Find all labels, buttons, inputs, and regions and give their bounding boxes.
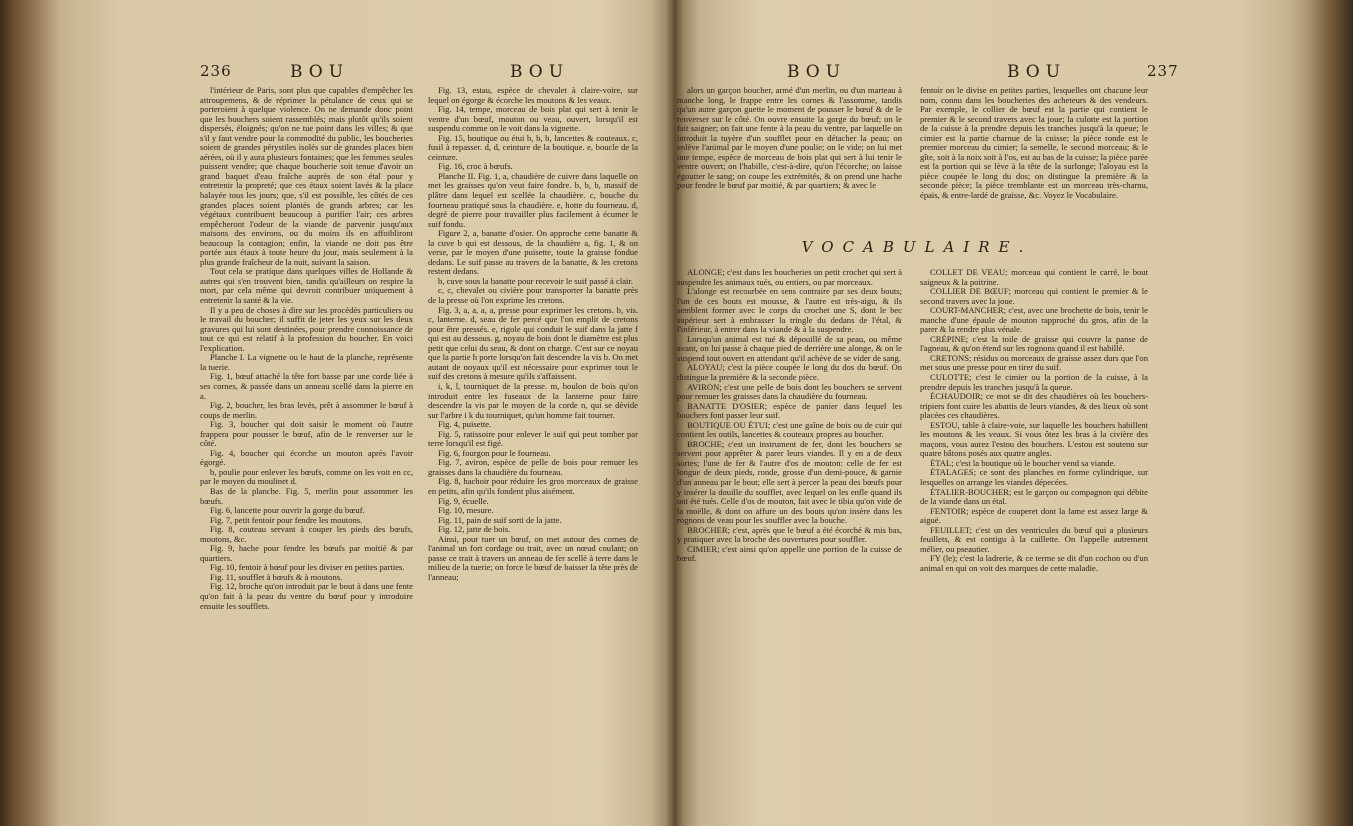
- paragraph: Fig. 5, ratissoire pour enlever le suif qui peut tomber par terre lorsqu'il est figé.: [428, 428, 638, 449]
- paragraph: Fig. 10, mesure.: [438, 505, 494, 516]
- paragraph: Fig. 8, couteau servant à couper les pieds des bœufs, moutons, &c.: [200, 524, 413, 544]
- vocabulary-title: VOCABULAIRE.: [801, 238, 1033, 256]
- left-header-left: BOU: [290, 62, 350, 82]
- left-column-2: [428, 86, 638, 786]
- vocab-entry: FENTOIR; espèce de couperet dont la lame est assez large & aiguë.: [920, 505, 1148, 526]
- right-header-right: BOU: [1007, 62, 1067, 82]
- vocab-entry: CULOTTE; c'est le cimier ou la portion de la cuisse, à la prendre depuis les tranches jusqu'à la queue.: [920, 372, 1148, 392]
- vocab-entry: COURT-MANCHER; c'est, avec une brochette de bois, tenir le manche d'une épaule de mouton rapproché du gros, afin de la parer & la rendre plus vénale.: [920, 305, 1148, 335]
- paragraph: Bas de la planche. Fig. 5, merlin pour assommer les bœufs.: [200, 485, 413, 506]
- paragraph: Fig. 6, fourgon pour le fourneau.: [438, 447, 551, 458]
- paragraph: Planche II. Fig. 1, a, chaudière de cuivre dans laquelle on met les graisses qu'on veut faire fondre. b, b, b, massif de plâtre dans lequel est scellée la chaudière. c, bouche du fourneau pratiqué sous la chaudière. e, hotte du fourneau. d, degré de pierre pour travailler plus facilement à écumer le suif fondu.: [428, 170, 638, 229]
- vocab-entry: ÉTALIER-BOUCHER; est le garçon ou compagnon qui débite de la viande dans un étal.: [920, 486, 1148, 507]
- paragraph: b, poulie pour enlever les bœufs, comme on les voit en cc, par le moyen du moulinet d.: [200, 466, 413, 487]
- right-top-column-1: [677, 86, 902, 228]
- paragraph: Fig. 1, bœuf attaché la tête fort basse par une corde liée à ses cornes, & passée dans un anneau scellé dans la pierre en a.: [200, 371, 413, 401]
- paragraph: Fig. 12, jatte de bois.: [438, 524, 511, 535]
- paragraph: c, c, chevalet ou civière pour transporter la banatte près de la presse où l'on exprime les cretons.: [428, 285, 638, 306]
- paragraph: Fig. 15, boutique ou étui b, b, b, lancettes & couteaux. c, fusil à repasser. d, d, ceinture de la boutique. e, boucle de la ceinture.: [428, 132, 638, 162]
- right-top-paragraph-1: alors un garçon boucher, armé d'un merlin, ou d'un marteau à manche long, le frappe entre les cornes & l'assomme, tandis qu'un autre garçon guette le moment de pousser le bœuf & de le renverser sur le côté. On ouvre ensuite la gorge du bœuf; on le fait saigner; on fait une fente à la peau du ventre, par laquelle on introduit la tuyère d'un soufflet pour en détacher la peau; on enlève l'animal par le moyen d'une poulie; on le vide; on lui met une tempe, espèce de morceau de bois plat qui sert à lui tenir le ventre ouvert; on l'habille, c'est-à-dire, qu'on l'écorche; on laisse égoutter le sang; on coupe les extrémités, & on prend une hache pour fendre le bœuf par moitié, & par quartiers; & avec le: [677, 86, 902, 191]
- vocab-entry: ALOYAU; c'est la pièce coupée le long du dos du bœuf. On distingue la première & la seconde pièce.: [677, 362, 902, 383]
- paragraph: i, k, l, tourniquet de la presse. m, boulon de bois qu'on introduit entre les fuseaux de la lanterne pour faire descendre la vis par le moyen de la corde n, qui se dévide sur l'arbre i k du tourniquet, qu'un homme fait tourner.: [428, 380, 638, 420]
- vocab-entry: CRÉPINE; c'est la toile de graisse qui couvre la panse de l'agneau, & qu'on étend sur les rognons quand il est habillé.: [920, 333, 1148, 354]
- vocab-entry: CRETONS; résidus ou morceaux de graisse assez durs que l'on met sous une presse pour en tirer du suif.: [920, 352, 1148, 373]
- paragraph: Fig. 4, boucher qui écorche un mouton après l'avoir égorgé.: [200, 447, 413, 468]
- vocab-column-1: [677, 268, 902, 788]
- left-page-number: 236: [200, 62, 232, 80]
- paragraph: Fig. 8, hachoir pour réduire les gros morceaux de graisse en petits, afin qu'ils fondent plus aisément.: [428, 476, 638, 496]
- paragraph: l'intérieur de Paris, sont plus que capables d'empêcher les attroupemens, & de réprimer la pétulance de ceux qui se porteroient à quelque violence. On ne demande donc point que les bouchers soient rassemblés; mais plutôt qu'ils soient dispersés, éloignés; qu'on ne tue point dans les villes; & que s'il y faut vendre pour la commodité du public, les boucheries soient de grandes pérystiles isolés sur de grandes places bien aérées, où il y aura plusieurs fontaines; que les femmes seules puissent vendre; que chaque boucherie soit tenue d'avoir un grand baquet d'eau fraîche auprès de son étal pour y entretenir la propreté; que ces étaux soient lavés & la place balayée tous les jours; que, s'il est possible, les côtés de ces grandes places soient plantés de grands arbres; car les végétaux contribuent beaucoup à purifier l'air; ces arbres empêcheront l'odeur de la viande de parvenir jusqu'aux maisons des environs, ou du moins ils en affoibliront beaucoup la contagion; enfin, la viande ne doit pas être portée aux étaux à toute heure du jour, mais seulement à la plus grande fraîcheur de la nuit, suivant la saison.: [200, 86, 413, 267]
- left-header-right: BOU: [510, 62, 570, 82]
- paragraph: Fig. 16, croc à bœufs.: [438, 161, 513, 172]
- vocab-entry: FEUILLET; c'est un des ventricules du bœuf qui a plusieurs feuillets, & est contigu à la caillette. On l'appelle autrement mélier, ou pseautier.: [920, 524, 1148, 554]
- right-page: [677, 0, 1353, 826]
- paragraph: Figure 2, a, banatte d'osier. On approche cette banatte & la cuve b qui est dessous, de la chaudière a, fig. 1, & on verse, par le moyen d'une puisette, toute la graisse fondue dedans. Le suif passe au travers de la banatte, & les cretons restent dedans.: [428, 228, 638, 277]
- right-header-left: BOU: [787, 62, 847, 82]
- paragraph: Fig. 11, pain de suif sorti de la jatte.: [438, 514, 562, 525]
- vocab-entry: BANATTE D'OSIER; espèce de panier dans lequel les bouchers font passer leur suif.: [677, 400, 902, 421]
- paragraph: Ainsi, pour tuer un bœuf, on met autour des cornes de l'animal un fort cordage ou trait, avec un nœud coulant; on passe ce trait à travers un anneau de fer scellé à terre dans le milieu de la tuerie; on force le bœuf de baisser la tête près de l'anneau;: [428, 533, 638, 582]
- vocab-entry: Lorsqu'un animal est tué & dépouillé de sa peau, ou même avant, on lui passe à chaque pied de derrière une alonge, & on le suspend tout ouvert en attendant qu'il achève de se vider de sang.: [677, 333, 902, 363]
- vocab-entry: ESTOU, table à claire-voie, sur laquelle les bouchers habillent les moutons & les veaux. Si vous ôtez les bras à la civière des maçons, vous aurez l'estou des bouchers. L'estou est soutenu sur quatre bâtons posés aux quatre angles.: [920, 419, 1148, 459]
- paragraph: Fig. 3, boucher qui doit saisir le moment où l'autre frappera pour pousser le bœuf, afin de le renverser sur le côté.: [200, 419, 413, 449]
- paragraph: Fig. 7, petit fentoir pour fendre les moutons.: [210, 514, 363, 525]
- right-top-column-2: [920, 86, 1148, 228]
- left-column-1: [200, 86, 413, 786]
- paragraph: Fig. 4, puisette.: [438, 419, 492, 430]
- paragraph: Fig. 9, hache pour fendre les bœufs par moitié & par quartiers.: [200, 543, 413, 563]
- paragraph: Tout cela se pratique dans quelques villes de Hollande & autres qui s'en trouvent bien, tandis qu'ailleurs on respire la mort, par cela même qui devroit contribuer uniquement à entretenir la santé & la vie.: [200, 266, 413, 306]
- paragraph: Fig. 12, broche qu'on introduit par le bout à dans une fente qu'on fait à la peau du ventre du bœuf pour y introduire ensuite les soufflets.: [200, 581, 413, 611]
- paragraph: Fig. 13, estau, espèce de chevalet à claire-voire, sur lequel on égorge & écorche les moutons & les veaux.: [428, 86, 638, 105]
- paragraph: Fig. 6, lancette pour ouvrir la gorge du bœuf.: [210, 505, 365, 516]
- vocab-entry: ALONGE; c'est dans les boucheries un petit crochet qui sert à suspendre les animaux tués, ou entiers, ou par morceaux.: [677, 268, 902, 287]
- paragraph: Fig. 7, aviron, espèce de pelle de bois pour remuer les graisses dans la chaudière du fourneau.: [428, 457, 638, 477]
- vocab-entry: ÉTAL; c'est la boutique où le boucher vend sa viande.: [930, 457, 1116, 468]
- vocab-entry: CIMIER; c'est ainsi qu'on appelle une portion de la cuisse de bœuf.: [677, 543, 902, 564]
- paragraph: b, cuve sous la banatte pour recevoir le suif passé à clair.: [438, 275, 633, 286]
- vocab-entry: BOUTIQUE OU ÉTUI; c'est une gaîne de bois ou de cuir qui contient les outils, lancettes & couteaux propres au boucher.: [677, 419, 902, 440]
- vocab-entry: ÉCHAUDOIR; ce mot se dit des chaudières où les bouchers-tripiers font cuire les abattis de leurs viandes, & des lieux où sont placées ces chaudières.: [920, 391, 1148, 421]
- paragraph: Fig. 2, boucher, les bras levés, prêt à assommer le bœuf à coups de merlin.: [200, 400, 413, 420]
- vocab-entry: AVIRON; c'est une pelle de bois dont les bouchers se servent pour remuer les graisses dans la chaudière du fourneau.: [677, 381, 902, 402]
- vocab-entry: COLLET DE VEAU; morceau qui contient le carré, le bout saigneux & la poitrine.: [920, 268, 1148, 287]
- vocab-entry: BROCHE; c'est un instrument de fer, dont les bouchers se servent pour apprêter & parer leurs viandes. Il y en a de deux sortes; l'une de fer & l'autre d'os de mouton: celle de fer est longue de deux pieds, ronde, grosse d'un demi-pouce, & garnie d'un anneau par le bout; elle sert à percer la peau des bœufs pour y insérer la douille du soufflet, avec lequel on les enfle quand ils ont été tués. Celle d'os de mouton, fait avec le tibia qu'on vide de la moëlle, & dont on affure un des bouts qu'on insère dans les rognons de veau pour les souffler avec la bouche.: [677, 438, 902, 526]
- vocab-entry: BROCHER; c'est, après que le bœuf a été écorché & mis bas, y pratiquer avec la broche des ouvertures pour souffler.: [677, 524, 902, 545]
- vocab-entry: ÉTALAGES; ce sont des planches en forme cylindrique, sur lesquelles on arrange les viandes dépecées.: [920, 467, 1148, 488]
- paragraph: Fig. 10, fentoir à bœuf pour les diviser en petites parties.: [210, 562, 405, 573]
- paragraph: Il y a peu de choses à dire sur les procédés particuliers ou le travail du boucher; il suffit de jeter les yeux sur les deux gravures qui lui sont destinées, pour prendre connoissance de tout ce qui est relatif à la profession du boucher. En voici l'explication.: [200, 304, 413, 353]
- paragraph: Fig. 11, soufflet à bœufs & à moutons.: [210, 571, 343, 582]
- paragraph: Fig. 14, tempe, morceau de bois plat qui sert à tenir le ventre d'un bœuf, mouton ou veau, ouvert, lorsqu'il est suspendu comme on le voit dans la vignette.: [428, 104, 638, 134]
- paragraph: Fig. 9, écuelle.: [438, 495, 489, 506]
- paragraph: Fig. 3, a, a, a, a, presse pour exprimer les cretons. b, vis. c, lanterne. d, seau de fer percé que l'on emplit de cretons pour être pressés. e, rigole qui conduit le suif dans la jatte f qui est au dessous. g, noyau de bois dont le diamètre est plus petit que celui du seau, & dont on charge. C'est sur ce noyau que la partie h porte lorsqu'on fait descendre la vis b. On met autant de noyaux qu'il est nécessaire pour exprimer tout le suif des cretons à mesure qu'ils s'affaissent.: [428, 304, 638, 382]
- vocab-entry: COLLIER DE BŒUF; morceau qui contient le premier & le second travers avec la joue.: [920, 286, 1148, 306]
- right-page-number: 237: [1147, 62, 1179, 80]
- paragraph: Planche I. La vignette ou le haut de la planche, représente la tuerie.: [200, 352, 413, 372]
- vocab-entry: FY (le); c'est la ladrerie, & ce terme se dit d'un cochon ou d'un animal en qui on voit des marques de cette maladie.: [920, 553, 1148, 573]
- vocab-column-2: [920, 268, 1148, 788]
- vocab-entry: L'alonge est recourbée en sens contraire par ses deux bouts; l'un de ces bouts est mousse, & l'autre est très-aigu, & ils semblent former avec le corps du crochet une S, dont le bec supérieur sert à embrasser la tringle du dedans de l'étal, & l'inférieur, à entrer dans la viande & à la suspendre.: [677, 286, 902, 335]
- right-top-paragraph-2: fentoir on le divise en petites parties, lesquelles ont chacune leur nom, connu dans les boucheries des acheteurs & des vendeurs. Par exemple, le collier de bœuf est la partie qui contient le premier & le second travers avec la joue; la culotte est la portion de la cuisse à la prendre depuis les tranches jusqu'à la queue; le cimier est la partie charnue de la cuisse; la pièce ronde est le premier morceau du cimier; la semelle, le second morceau; & le gîte, soit à la noix soit à l'os, est au bas de la cuisse; la pièce parée est la portion qui se lève à la tête de la surlonge; l'aloyau est la pièce coupée le long du dos; on distingue la première & la seconde pièce; la pièce tremblante est un morceau très-charnu, épais, & entre-lardé de graisse, &c. Voyez le Vocabulaire.: [920, 86, 1148, 201]
- left-page: [0, 0, 676, 826]
